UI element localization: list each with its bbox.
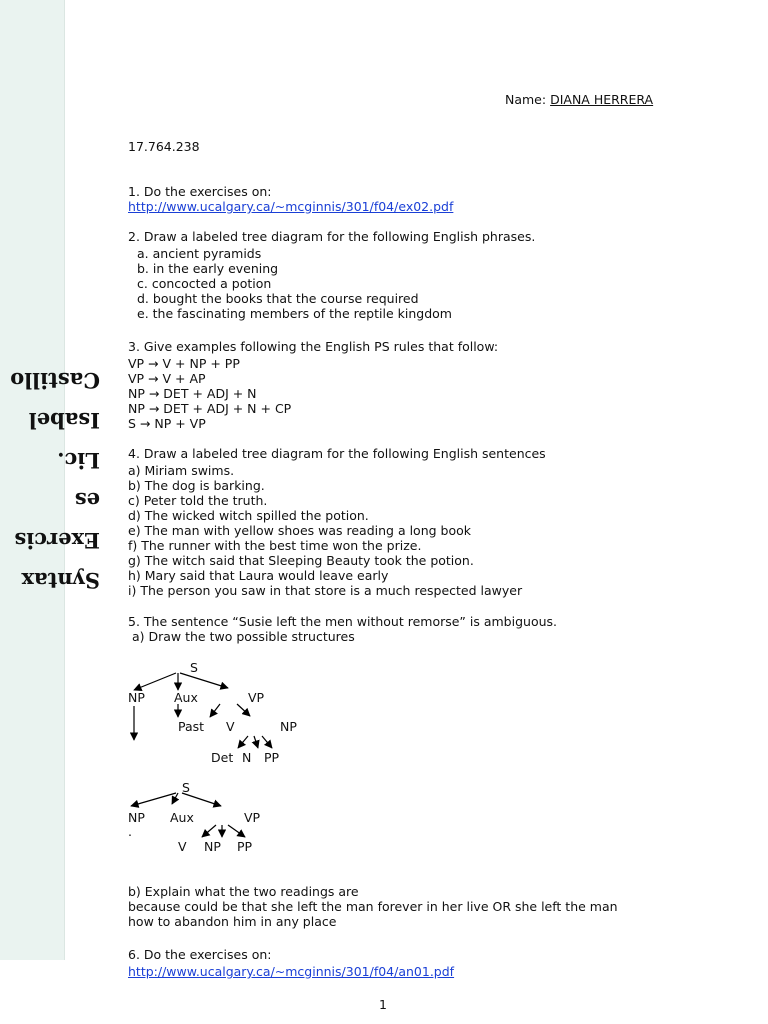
tree1-edge [134, 673, 176, 690]
page-number: 1 [379, 997, 387, 1012]
tree1-node-n: N [242, 750, 252, 765]
tree1-edge [237, 704, 250, 716]
tree2-node-vp: VP [244, 810, 261, 825]
section5-answer-line2: how to abandon him in any place [128, 914, 337, 929]
tree1-node-np: NP [128, 690, 145, 705]
list-item: c. concocted a potion [137, 276, 272, 291]
section4-text: 4. Draw a labeled tree diagram for the following English sentences [128, 446, 546, 461]
section6-text: 6. Do the exercises on: [128, 947, 272, 962]
sidebar-title-line: Lic. [57, 448, 100, 473]
section5-text: 5. The sentence “Susie left the men without remorse” is ambiguous. [128, 614, 557, 629]
list-item: d) The wicked witch spilled the potion. [128, 508, 369, 523]
sidebar-title-line: Castillo [10, 368, 100, 393]
tree2-node-s: S [182, 780, 190, 795]
rule-item: NP → DET + ADJ + N + CP [128, 401, 292, 416]
rule-item: NP → DET + ADJ + N [128, 386, 257, 401]
section5-sub-b: b) Explain what the two readings are [128, 884, 359, 899]
rule-item: S → NP + VP [128, 416, 206, 431]
name-label: Name: [505, 92, 547, 107]
tree1-node-aux: Aux [174, 690, 198, 705]
sidebar-title-line: Syntax [21, 568, 100, 593]
rule-item: VP → V + NP + PP [128, 356, 240, 371]
id-number: 17.764.238 [128, 139, 200, 154]
sidebar-title-line: Exercis [14, 528, 100, 553]
sidebar-title-line: Isabel [28, 408, 100, 433]
sidebar-title-line: es [74, 488, 100, 513]
tree1-node-pp: PP [264, 750, 280, 765]
section2-text: 2. Draw a labeled tree diagram for the following English phrases. [128, 229, 536, 244]
tree2-node-v: V [178, 839, 187, 854]
tree1-edge [262, 736, 272, 748]
tree1-node-s: S [190, 660, 198, 675]
list-item: d. bought the books that the course required [137, 291, 419, 306]
section5-sub-a: a) Draw the two possible structures [128, 629, 355, 644]
tree1-edge [254, 736, 258, 748]
list-item: a. ancient pyramids [137, 246, 262, 261]
name-value: DIANA HERRERA [550, 92, 654, 107]
list-item: g) The witch said that Sleeping Beauty took the potion. [128, 553, 474, 568]
list-item: c) Peter told the truth. [128, 493, 268, 508]
tree1-node-v: V [226, 719, 235, 734]
tree2-node-pp: PP [237, 839, 253, 854]
tree1-node-vp: VP [248, 690, 265, 705]
list-item: h) Mary said that Laura would leave early [128, 568, 389, 583]
tree1-node-np2: NP [280, 719, 297, 734]
rule-item: VP → V + AP [128, 371, 206, 386]
tree2-dot: . [128, 824, 132, 839]
tree2-edge [202, 825, 216, 837]
tree1-edge [238, 736, 248, 748]
tree1-node-det: Det [211, 750, 234, 765]
list-item: f) The runner with the best time won the prize. [128, 538, 422, 553]
section5-answer-line1: because could be that she left the man forever in her live OR she left the man [128, 899, 618, 914]
section3-text: 3. Give examples following the English PS rules that follow: [128, 339, 499, 354]
section1-text: 1. Do the exercises on: [128, 184, 272, 199]
tree1-node-past: Past [178, 719, 205, 734]
tree2-node-np2: NP [204, 839, 221, 854]
tree1-edge [180, 673, 228, 688]
list-item: b. in the early evening [137, 261, 279, 276]
list-item: b) The dog is barking. [128, 478, 265, 493]
tree2-node-aux: Aux [170, 810, 194, 825]
list-item: a) Miriam swims. [128, 463, 235, 478]
tree2-edge [131, 793, 176, 806]
list-item: e. the fascinating members of the reptile kingdom [137, 306, 452, 321]
tree1-edge [210, 704, 220, 717]
section6-link[interactable]: http://www.ucalgary.ca/~mcginnis/301/f04/an01.pdf [128, 964, 455, 979]
tree2-node-np: NP [128, 810, 145, 825]
section1-link[interactable]: http://www.ucalgary.ca/~mcginnis/301/f04/ex02.pdf [128, 199, 454, 214]
tree2-edge [172, 793, 178, 804]
list-item: e) The man with yellow shoes was reading a long book [128, 523, 471, 538]
tree2-edge [228, 825, 245, 837]
tree1-edges [134, 673, 272, 748]
list-item: i) The person you saw in that store is a much respected lawyer [128, 583, 523, 598]
